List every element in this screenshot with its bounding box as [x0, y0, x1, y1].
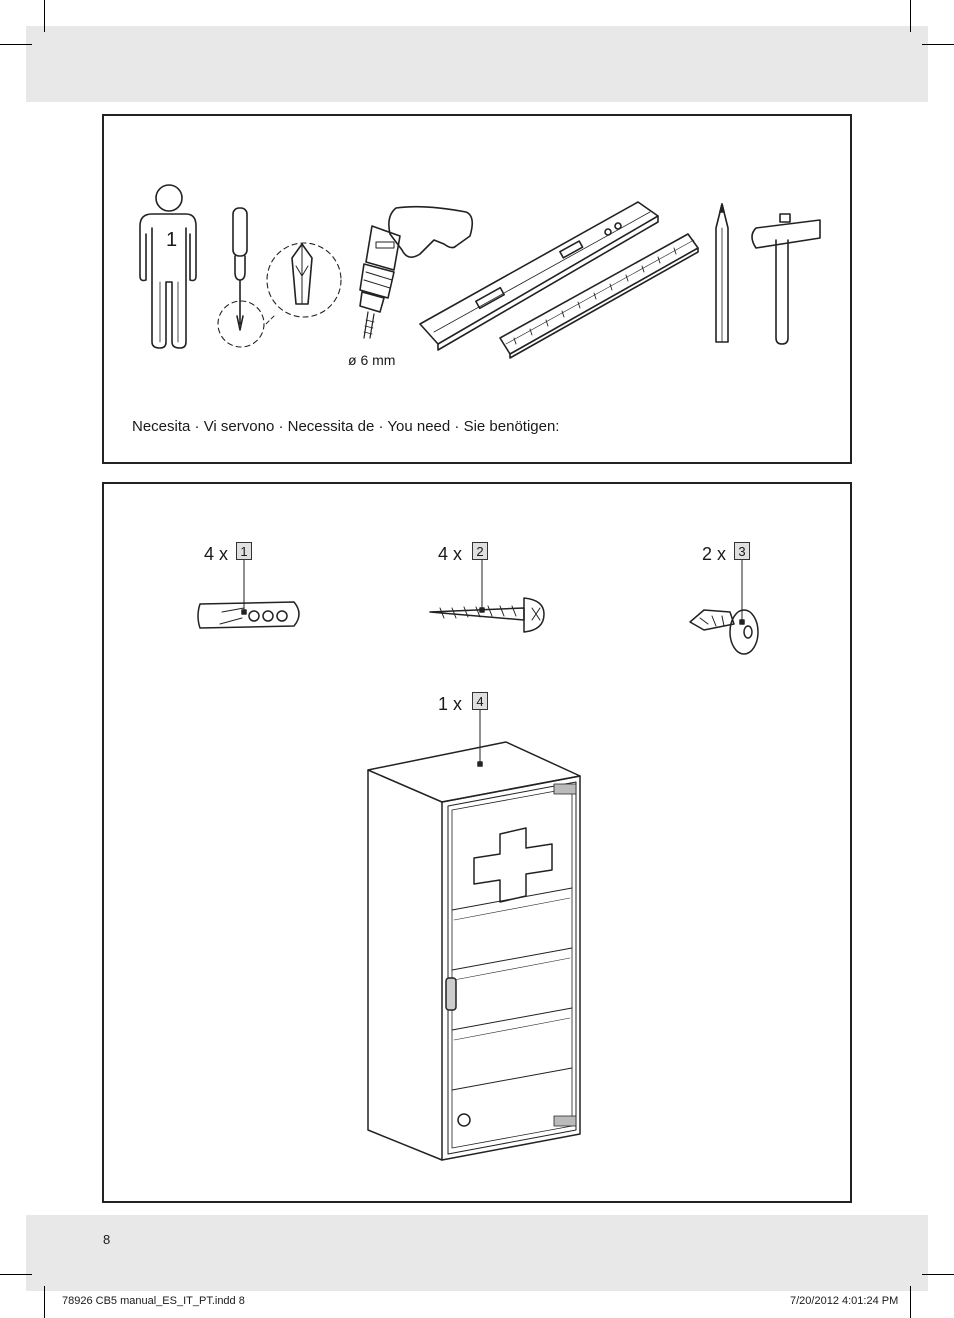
part-1-number-box: 1 — [236, 542, 252, 560]
phillips-bit-icon — [264, 243, 341, 326]
parts-panel — [102, 482, 852, 1203]
you-need-caption: Necesita · Vi servono · Necessita de · You need · Sie benötigen: — [132, 418, 560, 435]
slug-date: 7/20/2012 4:01:24 PM — [790, 1295, 899, 1307]
medicine-cabinet-icon — [368, 700, 580, 1160]
crop-mark — [44, 0, 45, 32]
person-count-label: 1 — [166, 229, 178, 251]
footer-band — [26, 1215, 928, 1291]
crop-mark — [922, 44, 954, 45]
tools-illustration — [104, 116, 850, 462]
part-3-number-box: 3 — [734, 542, 750, 560]
drill-bit-size-label: ø 6 mm — [348, 352, 396, 368]
crop-mark — [0, 44, 32, 45]
parts-illustration — [104, 484, 850, 1201]
slug-file-name: 78926 CB5 manual_ES_IT_PT.indd 8 — [62, 1295, 245, 1307]
crop-mark — [910, 1286, 911, 1318]
crop-mark — [44, 1286, 45, 1318]
crop-mark — [922, 1274, 954, 1275]
person-icon — [140, 185, 196, 348]
tools-needed-panel — [102, 114, 852, 464]
part-3-qty: 2 x — [702, 544, 727, 564]
part-4-number-box: 4 — [472, 692, 488, 710]
part-1-qty: 4 x — [204, 544, 229, 564]
crop-mark — [0, 1274, 32, 1275]
hammer-icon — [752, 214, 820, 344]
part-2-qty: 4 x — [438, 544, 463, 564]
drill-icon — [360, 207, 472, 338]
screwdriver-icon — [218, 208, 264, 347]
key-icon — [690, 550, 758, 654]
header-band — [26, 26, 928, 102]
pencil-icon — [716, 204, 728, 342]
crop-mark — [910, 0, 911, 32]
page-number: 8 — [103, 1232, 111, 1247]
spirit-level-icon — [420, 202, 658, 350]
part-2-number-box: 2 — [472, 542, 488, 560]
part-4-qty: 1 x — [438, 694, 463, 714]
